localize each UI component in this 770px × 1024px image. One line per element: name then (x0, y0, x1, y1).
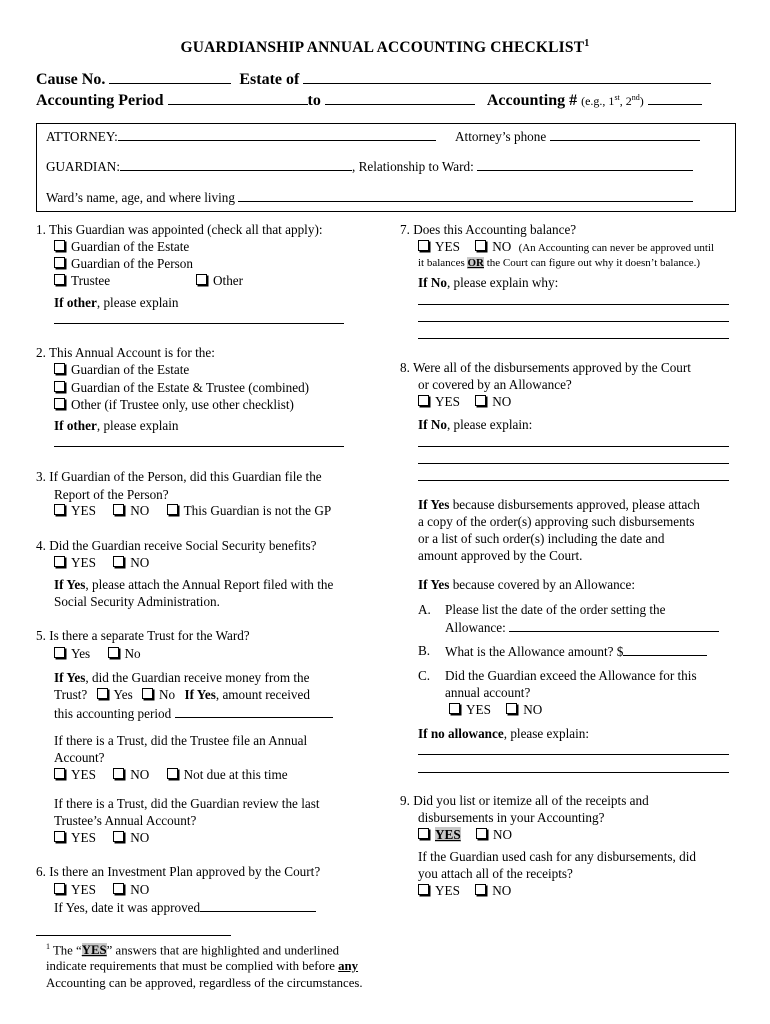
checkbox-icon[interactable] (54, 768, 65, 779)
checkbox-icon[interactable] (54, 831, 65, 842)
checkbox-icon[interactable] (54, 240, 65, 251)
q8-a-line2: Allowance: (445, 619, 719, 636)
q8-explain-line2[interactable] (418, 463, 729, 464)
q8-approved-line4: amount approved by the Court. (418, 548, 583, 563)
footnote-line2: indicate requirements that must be complied with before any (46, 959, 359, 973)
cause-number-field[interactable] (109, 69, 231, 84)
q9-cash-line1: If the Guardian used cash for any disbursements, did (418, 849, 696, 864)
ward-line (46, 189, 693, 206)
q9-cash-line2: you attach all of the receipts? (418, 866, 573, 881)
q6-question: 6. Is there an Investment Plan approved by the Court? (36, 864, 321, 879)
checkbox-icon[interactable] (54, 883, 65, 894)
q7-explain-line2[interactable] (418, 321, 729, 322)
q8-b-label: B. (418, 643, 431, 658)
accounting-number-label: Accounting # (486, 92, 578, 109)
cause-label: Cause No. (36, 71, 106, 88)
checkbox-icon[interactable] (54, 647, 65, 658)
checkbox-icon[interactable] (418, 828, 429, 839)
checkbox-icon[interactable] (476, 828, 487, 839)
q5-question: 5. Is there a separate Trust for the Ward? (36, 628, 250, 643)
q9-question-line1: 9. Did you list or itemize all of the receipts and (400, 793, 649, 808)
footnote-divider (36, 935, 231, 936)
q8-no-allowance-line1[interactable] (418, 754, 729, 755)
q5-trustee-line1: If there is a Trust, did the Trustee file an Annual (54, 733, 308, 748)
q1-explain-field[interactable] (54, 323, 344, 324)
checkbox-icon[interactable] (142, 688, 153, 699)
q7-explain-line3[interactable] (418, 338, 729, 339)
q3-question-line1: 3. If Guardian of the Person, did this Guardian file the (36, 469, 322, 484)
q8-no-allowance-label: If no allowance, please explain: (418, 726, 590, 741)
q8-no[interactable]: NO (475, 394, 511, 409)
q8-a-line1: Please list the date of the order setting the (445, 602, 666, 617)
checkbox-icon[interactable] (418, 240, 429, 251)
q5-money-line2: Trust? Yes No If Yes, amount received (54, 687, 310, 702)
period-end-field[interactable] (325, 90, 475, 105)
period-start-field[interactable] (168, 90, 308, 105)
q3-options (54, 503, 331, 519)
q8-c-line2: annual account? (445, 685, 531, 700)
q2-question: 2. This Annual Account is for the: (36, 345, 215, 360)
q6-no[interactable]: NO (113, 882, 149, 897)
q5-money-line3: this accounting period (54, 705, 333, 722)
accounting-number-field[interactable] (648, 90, 702, 105)
q8-c-yes[interactable]: YES (449, 702, 491, 717)
q5-no[interactable]: No (108, 646, 141, 661)
q7-no[interactable]: NO (475, 239, 511, 254)
period-label: Accounting Period (36, 92, 164, 109)
q7-options (418, 239, 714, 255)
checkbox-icon[interactable] (97, 688, 108, 699)
q8-no-allowance-line2[interactable] (418, 772, 729, 773)
checkbox-icon[interactable] (54, 381, 65, 392)
q5-amount-field[interactable] (175, 705, 333, 718)
q5-review-options (54, 830, 149, 846)
q1-option-trustee[interactable]: Trustee (54, 273, 110, 289)
checkbox-icon[interactable] (113, 556, 124, 567)
q3-question-line2: Report of the Person? (54, 487, 169, 502)
checkbox-icon[interactable] (418, 395, 429, 406)
q6-date-field[interactable] (200, 899, 316, 912)
checkbox-icon[interactable] (108, 647, 119, 658)
q8-a-label: A. (418, 602, 431, 617)
attorney-phone-line (455, 128, 700, 145)
q1-question: 1. This Guardian was appointed (check all that apply): (36, 222, 323, 237)
q4-question: 4. Did the Guardian receive Social Security benefits? (36, 538, 317, 553)
q9-cash-yes[interactable]: YES (418, 883, 460, 898)
q7-question: 7. Does this Accounting balance? (400, 222, 577, 237)
q5-trustee-line2: Account? (54, 750, 105, 765)
checkbox-icon[interactable] (54, 257, 65, 268)
q2-option-other[interactable]: Other (if Trustee only, use other checklist) (54, 397, 294, 413)
q5-money-no[interactable]: No (142, 687, 175, 702)
q5-money-line1: If Yes, did the Guardian receive money from the (54, 670, 310, 685)
q5-trustee-no[interactable]: NO (113, 767, 149, 782)
guardian-label: GUARDIAN: (46, 159, 120, 174)
q2-explain-field[interactable] (54, 446, 344, 447)
q9-cash-options (418, 883, 511, 899)
relationship-label: , Relationship to Ward: (352, 159, 474, 174)
checkbox-icon[interactable] (113, 883, 124, 894)
attorney-phone-label: Attorney’s phone (455, 129, 547, 144)
ward-label: Ward’s name, age, and where living (46, 190, 235, 205)
checkbox-icon[interactable] (475, 240, 486, 251)
checkbox-icon[interactable] (54, 398, 65, 409)
q1-option-other[interactable]: Other (196, 273, 243, 289)
attorney-line (46, 128, 436, 145)
checkbox-icon[interactable] (167, 768, 178, 779)
checkbox-icon[interactable] (475, 395, 486, 406)
q8-explain-label: If No, please explain: (418, 417, 533, 432)
q8-approved-line2: a copy of the order(s) approving such disbursements (418, 514, 695, 529)
q8-c-label: C. (418, 668, 431, 683)
q9-question-line2: disbursements in your Accounting? (418, 810, 605, 825)
q3-not-gp[interactable]: This Guardian is not the GP (167, 503, 332, 518)
q5-options (54, 646, 141, 662)
accounting-number-hint: (e.g., 1st, 2nd) (581, 93, 644, 108)
estate-field[interactable] (303, 69, 711, 84)
guardian-line (46, 158, 693, 175)
q8-c-no[interactable]: NO (506, 702, 542, 717)
q8-explain-line1[interactable] (418, 446, 729, 447)
q7-note-line1: (An Accounting can never be approved until (518, 242, 715, 254)
q6-yes[interactable]: YES (54, 882, 96, 897)
q8-allowance-amount-field[interactable] (623, 643, 707, 656)
q5-trustee-yes[interactable]: YES (54, 767, 96, 782)
checkbox-icon[interactable] (167, 504, 178, 515)
q8-yes[interactable]: YES (418, 394, 460, 409)
q5-yes[interactable]: Yes (54, 646, 90, 661)
q4-options (54, 555, 149, 571)
accounting-period-line (36, 90, 702, 110)
relationship-field[interactable] (477, 158, 693, 171)
attorney-label: ATTORNEY: (46, 129, 118, 144)
q5-trustee-options (54, 767, 288, 783)
q5-review-yes[interactable]: YES (54, 830, 96, 845)
footnote-line1: $^1$ The “YES” answers that are highlighted and underlined (46, 942, 340, 958)
checkbox-icon[interactable] (113, 504, 124, 515)
q8-question-line2: or covered by an Allowance? (418, 377, 572, 392)
checkbox-icon[interactable] (54, 274, 65, 285)
checkbox-icon[interactable] (54, 504, 65, 515)
checkbox-icon[interactable] (418, 884, 429, 895)
q8-c-line1: Did the Guardian exceed the Allowance for this (445, 668, 697, 683)
q3-yes[interactable]: YES (54, 503, 96, 518)
q5-review-no[interactable]: NO (113, 830, 149, 845)
q5-trustee-not-due[interactable]: Not due at this time (167, 767, 288, 782)
q4-no[interactable]: NO (113, 555, 149, 570)
ward-field[interactable] (238, 189, 693, 202)
attorney-phone-field[interactable] (550, 128, 700, 141)
attorney-field[interactable] (118, 128, 436, 141)
q9-cash-no[interactable]: NO (475, 883, 511, 898)
q2-option-guardian-estate[interactable]: Guardian of the Estate (54, 362, 189, 378)
to-label: to (307, 92, 321, 109)
q6-options (54, 882, 149, 898)
q8-options (418, 394, 511, 410)
q8-allowance-label: If Yes because covered by an Allowance: (418, 577, 636, 592)
q5-review-line2: Trustee’s Annual Account? (54, 813, 197, 828)
q7-explain-label: If No, please explain why: (418, 275, 559, 290)
q8-allowance-date-field[interactable] (509, 619, 719, 632)
q7-explain-line1[interactable] (418, 304, 729, 305)
footnote-line3: Accounting can be approved, regardless of the circumstances. (46, 976, 363, 990)
q1-explain-label: If other, please explain (54, 295, 179, 310)
q2-option-combined[interactable]: Guardian of the Estate & Trustee (combined) (54, 380, 309, 396)
q8-c-options (449, 702, 542, 718)
q8-explain-line3[interactable] (418, 480, 729, 481)
checkbox-icon[interactable] (113, 768, 124, 779)
q2-explain-label: If other, please explain (54, 418, 179, 433)
estate-label: Estate of (239, 71, 300, 88)
q9-options (418, 827, 512, 843)
q6-date-line: If Yes, date it was approved (54, 899, 316, 916)
checkbox-icon[interactable] (54, 556, 65, 567)
q5-review-line1: If there is a Trust, did the Guardian review the last (54, 796, 320, 811)
cause-number-line (36, 69, 711, 89)
checkbox-icon[interactable] (54, 363, 65, 374)
page-title: GUARDIANSHIP ANNUAL ACCOUNTING CHECKLIST$^1$ (180, 38, 590, 57)
q7-yes[interactable]: YES (418, 239, 460, 254)
checkbox-icon[interactable] (196, 274, 207, 285)
q8-approved-line3: or a list of such order(s) including the date and (418, 531, 665, 546)
q9-yes[interactable]: YES (418, 827, 461, 842)
q5-money-yes[interactable]: Yes (97, 687, 133, 702)
checkbox-icon[interactable] (449, 703, 460, 714)
q8-b-line: What is the Allowance amount? $ (445, 643, 707, 660)
q3-no[interactable]: NO (113, 503, 149, 518)
q1-option-guardian-estate[interactable]: Guardian of the Estate (54, 239, 189, 255)
q8-question-line1: 8. Were all of the disbursements approved by the Court (400, 360, 691, 375)
checkbox-icon[interactable] (506, 703, 517, 714)
guardian-field[interactable] (120, 158, 352, 171)
q4-yes[interactable]: YES (54, 555, 96, 570)
q4-note-line2: Social Security Administration. (54, 594, 220, 609)
title-footnote-mark: 1 (584, 38, 590, 49)
checkbox-icon[interactable] (475, 884, 486, 895)
q7-note-line2: it balances OR the Court can figure out why it doesn’t balance.) (418, 257, 701, 269)
q8-approved-line1: If Yes because disbursements approved, please attach (418, 497, 700, 512)
q1-option-guardian-person[interactable]: Guardian of the Person (54, 256, 193, 272)
q4-note-line1: If Yes, please attach the Annual Report filed with the (54, 577, 334, 592)
q9-no[interactable]: NO (476, 827, 512, 842)
checkbox-icon[interactable] (113, 831, 124, 842)
